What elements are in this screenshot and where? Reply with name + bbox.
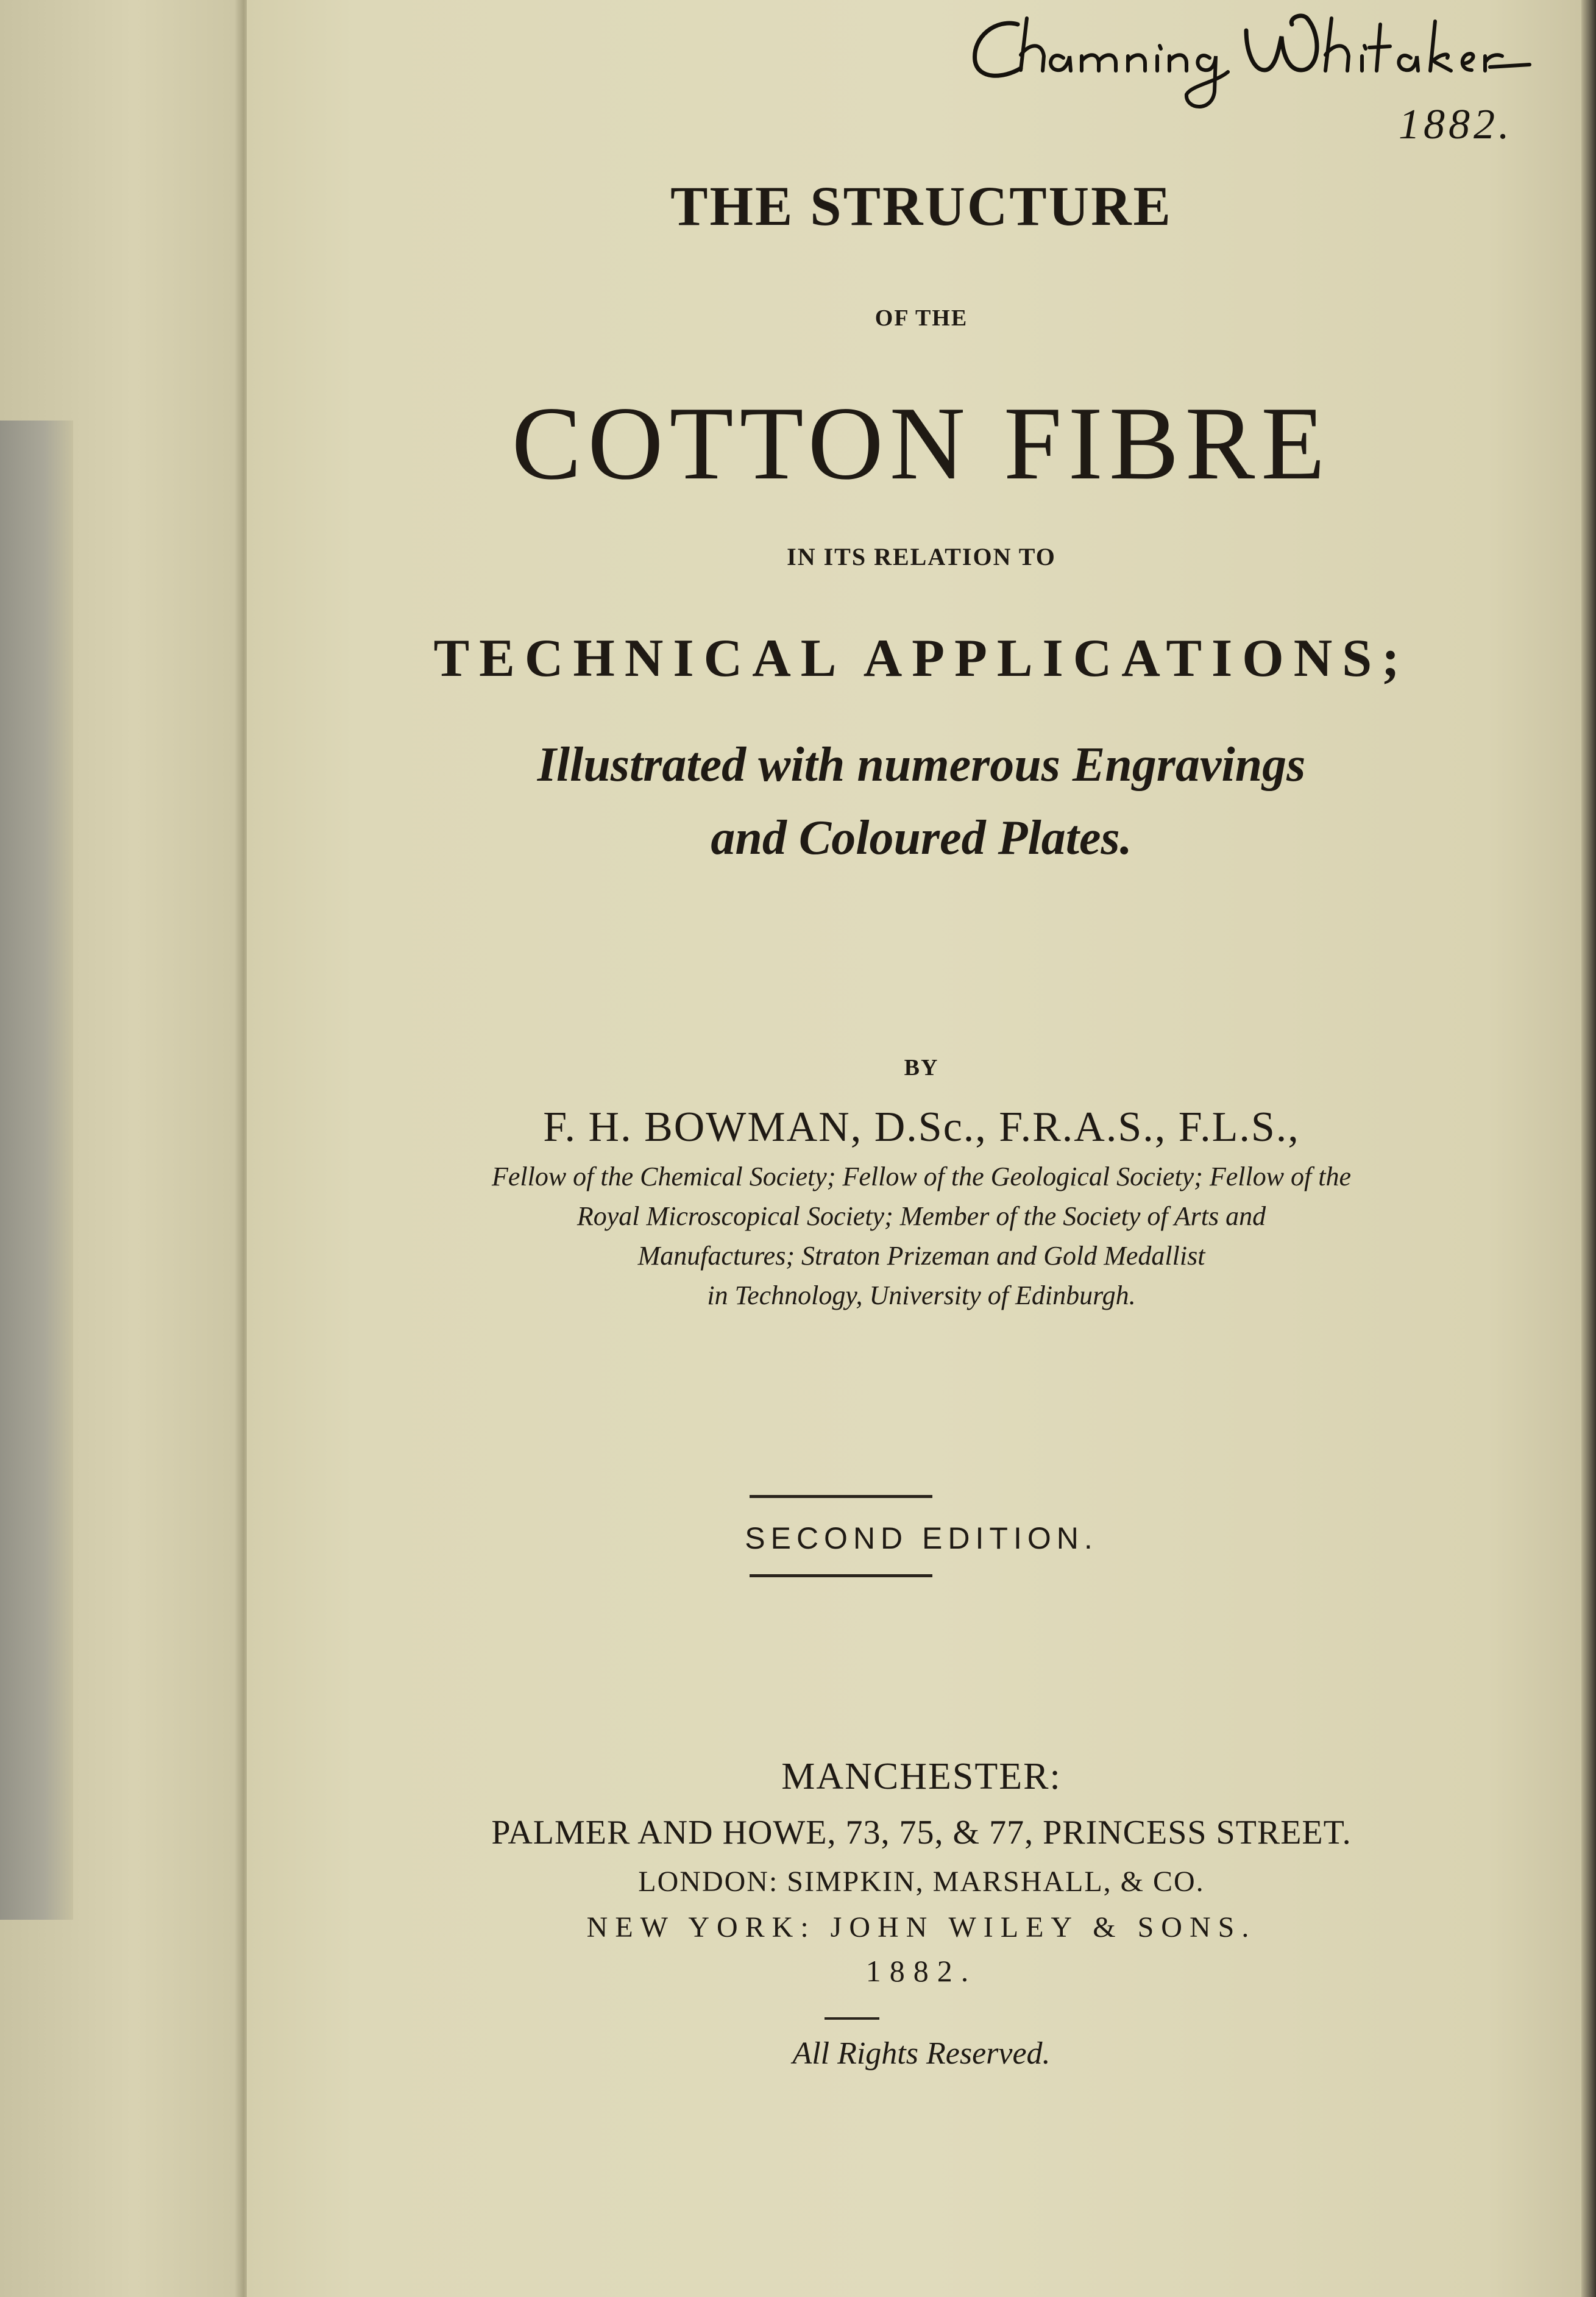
imprint-publisher: PALMER AND HOWE, 73, 75, & 77, PRINCESS STREET. — [491, 1814, 1352, 1851]
edition-rule-top — [750, 1495, 932, 1498]
title-page — [247, 0, 1596, 2297]
author-credentials-line: Manufactures; Straton Prizeman and Gold Medallist — [637, 1241, 1205, 1271]
author-name: F. H. BOWMAN, D.Sc., F.R.A.S., F.L.S., — [543, 1104, 1300, 1151]
author-by: BY — [904, 1055, 939, 1081]
title-line-1: THE STRUCTURE — [670, 175, 1172, 237]
edition-label: SECOND EDITION. — [745, 1521, 1098, 1555]
title-main: COTTON FIBRE — [511, 386, 1332, 502]
subtitle-line-2: and Coloured Plates. — [711, 811, 1132, 865]
imprint-year: 1882. — [865, 1954, 977, 1988]
title-line-2: OF THE — [874, 305, 968, 331]
edition-rule-bottom — [750, 1574, 932, 1577]
facing-page-shadow — [0, 421, 73, 1920]
inscription-year: 1882. — [1399, 101, 1513, 148]
author-credentials-line: in Technology, University of Edinburgh. — [707, 1280, 1136, 1310]
author-credentials-line: Fellow of the Chemical Society; Fellow of the Geological Society; Fellow of the — [491, 1162, 1352, 1191]
title-line-4: IN ITS RELATION TO — [787, 543, 1056, 570]
author-credentials-line: Royal Microscopical Society; Member of the Society of Arts and — [576, 1201, 1266, 1231]
title-line-5: TECHNICAL APPLICATIONS; — [433, 629, 1410, 688]
imprint-newyork: NEW YORK: JOHN WILEY & SONS. — [586, 1911, 1257, 1944]
imprint-rule — [825, 2017, 879, 2020]
imprint-city: MANCHESTER: — [781, 1756, 1062, 1797]
subtitle-line-1: Illustrated with numerous Engravings — [537, 738, 1306, 792]
page-edge-shadow — [1581, 0, 1596, 2297]
imprint-london: LONDON: SIMPKIN, MARSHALL, & CO. — [638, 1866, 1205, 1898]
rights-notice: All Rights Reserved. — [792, 2036, 1051, 2071]
